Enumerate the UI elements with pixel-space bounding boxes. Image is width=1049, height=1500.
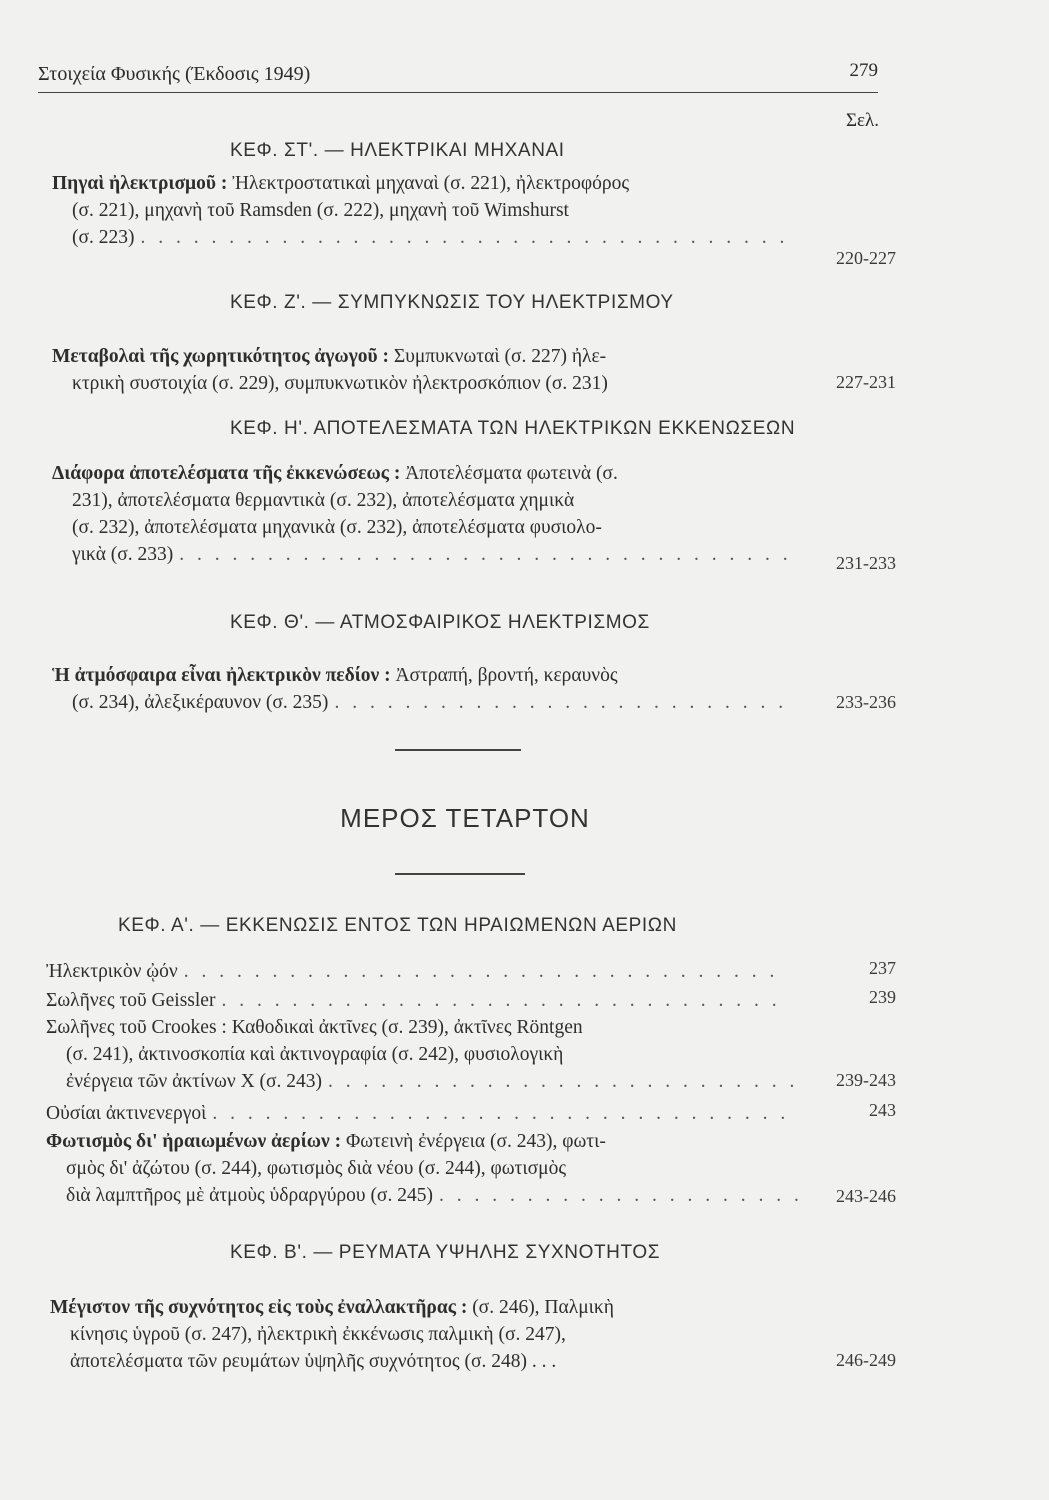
- leader-dots: [178, 958, 786, 985]
- chapter-heading: ΚΕΦ. Β'. — ΡΕΥΜΑΤΑ ΥΨΗΛΗΣ ΣΥΧΝΟΤΗΤΟΣ: [230, 1242, 661, 1263]
- page-range: 243-246: [836, 1186, 896, 1206]
- entry-text: γικὰ (σ. 233): [72, 544, 174, 565]
- entry-text: Οὐσίαι ἀκτινενεργοὶ: [46, 1103, 207, 1124]
- leader-dots: [322, 1068, 796, 1095]
- entry-text: (σ. 234), ἀλεξικέραυνον (σ. 235): [72, 692, 329, 713]
- page-range: 239: [869, 987, 896, 1007]
- entry-text: (σ. 223): [72, 227, 135, 248]
- entry-text: 231), ἀποτελέσματα θερμαντικὰ (σ. 232), ἀποτελέσματα χημικὰ: [72, 490, 575, 511]
- divider: [395, 873, 525, 875]
- toc-entry: [52, 343, 796, 397]
- entry-text: σμὸς δι' ἀζώτου (σ. 244), φωτισμὸς διὰ νέου (σ. 244), φωτισμὸς: [66, 1158, 567, 1179]
- entry-text: (σ. 246), Παλμικὴ: [472, 1297, 614, 1318]
- page-range: 246-249: [836, 1350, 896, 1370]
- page-range: 243: [869, 1100, 896, 1120]
- entry-text: (σ. 241), ἀκτινοσκοπία καὶ ἀκτινογραφία (σ. 242), φυσιολογικὴ: [66, 1044, 564, 1065]
- entry-text: Συμπυκνωταὶ (σ. 227) ἠλε-: [393, 346, 607, 367]
- toc-entry: [46, 958, 786, 985]
- entry-heading: Ἡ ἀτμόσφαιρα εἶναι ἠλεκτρικὸν πεδίον :: [52, 665, 391, 686]
- leader-dots: [433, 1182, 798, 1209]
- toc-entry: [52, 662, 796, 716]
- entry-heading: Μέγιστον τῆς συχνότητος εἰς τοὺς ἐναλλακτῆρας :: [50, 1297, 468, 1318]
- toc-entry: [46, 1128, 798, 1209]
- entry-text: Σωλῆνες τοῦ Geissler: [46, 990, 216, 1011]
- toc-entry: [46, 1100, 786, 1127]
- chapter-heading: ΚΕΦ. Η'. ΑΠΟΤΕΛΕΣΜΑΤΑ ΤΩΝ ΗΛΕΚΤΡΙΚΩΝ ΕΚΚΕΝΩΣΕΩΝ: [230, 418, 796, 439]
- page-range: 231-233: [836, 553, 896, 573]
- leader-dots: [206, 1100, 786, 1127]
- entry-text: Φωτεινὴ ἐνέργεια (σ. 243), φωτι-: [345, 1131, 606, 1152]
- toc-entry: [52, 170, 796, 251]
- entry-text: ἀποτελέσματα τῶν ρευμάτων ὑψηλῆς συχνότητος (σ. 248) . . .: [70, 1351, 557, 1372]
- leader-dots: [328, 689, 796, 716]
- page-range: 227-231: [836, 372, 896, 392]
- page-range: 233-236: [836, 692, 896, 712]
- running-header: [38, 58, 878, 93]
- chapter-heading: ΚΕΦ. ΣΤ'. — ΗΛΕΚΤΡΙΚΑΙ ΜΗΧΑΝΑΙ: [230, 140, 565, 161]
- leader-dots: [135, 224, 797, 251]
- toc-entry: [50, 1294, 810, 1375]
- entry-text: (σ. 232), ἀποτελέσματα μηχανικὰ (σ. 232), ἀποτελέσματα φυσιολο-: [72, 517, 602, 538]
- entry-text: Ἠλεκτροστατικαὶ μηχαναὶ (σ. 221), ἠλεκτροφόρος: [232, 173, 630, 194]
- leader-dots: [215, 987, 786, 1014]
- book-title: Στοιχεία Φυσικής (Έκδοσις 1949): [38, 63, 311, 85]
- entry-text: Ἠλεκτρικὸν ᾠόν: [46, 961, 178, 982]
- page-number: 279: [849, 60, 878, 81]
- entry-text: Ἀστραπή, βροντή, κεραυνὸς: [395, 665, 618, 686]
- entry-text: Σωλῆνες τοῦ Crookes : Καθοδικαὶ ἀκτῖνες (σ. 239), ἀκτῖνες Röntgen: [46, 1017, 583, 1038]
- entry-text: Ἀποτελέσματα φωτεινὰ (σ.: [405, 463, 618, 484]
- entry-text: ἐνέργεια τῶν ἀκτίνων Χ (σ. 243): [66, 1071, 323, 1092]
- page-column-label: Σελ.: [846, 110, 879, 131]
- entry-text: (σ. 221), μηχανὴ τοῦ Ramsden (σ. 222), μηχανὴ τοῦ Wimshurst: [72, 200, 569, 221]
- toc-entry: [52, 460, 796, 568]
- entry-heading: Μεταβολαὶ τῆς χωρητικότητος ἀγωγοῦ :: [52, 346, 389, 367]
- leader-dots: [173, 541, 796, 568]
- chapter-heading: ΚΕΦ. Ζ'. — ΣΥΜΠΥΚΝΩΣΙΣ ΤΟΥ ΗΛΕΚΤΡΙΣΜΟΥ: [230, 292, 674, 313]
- page-range: 239-243: [836, 1070, 896, 1090]
- chapter-heading: ΚΕΦ. Θ'. — ΑΤΜΟΣΦΑΙΡΙΚΟΣ ΗΛΕΚΤΡΙΣΜΟΣ: [230, 612, 650, 633]
- chapter-heading: ΚΕΦ. Α'. — ΕΚΚΕΝΩΣΙΣ ΕΝΤΟΣ ΤΩΝ ΗΡΑΙΩΜΕΝΩΝ ΑΕΡΙΩΝ: [118, 915, 677, 936]
- toc-entry: [46, 1014, 796, 1095]
- entry-text: κτρικὴ συστοιχία (σ. 229), συμπυκνωτικὸν ἠλεκτροσκόπιον (σ. 231): [72, 373, 608, 394]
- entry-text: κίνησις ὑγροῦ (σ. 247), ἠλεκτρικὴ ἐκκένωσις παλμικὴ (σ. 247),: [70, 1324, 566, 1345]
- entry-heading: Φωτισμὸς δι' ἠραιωμένων ἀερίων :: [46, 1131, 342, 1152]
- entry-heading: Πηγαὶ ἠλεκτρισμοῦ :: [52, 173, 228, 194]
- divider: [395, 749, 521, 751]
- page-range: 220-227: [836, 248, 896, 268]
- entry-heading: Διάφορα ἀποτελέσματα τῆς ἐκκενώσεως :: [52, 463, 401, 484]
- entry-text: διὰ λαμπτῆρος μὲ ἀτμοὺς ὑδραργύρου (σ. 245): [66, 1185, 433, 1206]
- toc-entry: [46, 987, 786, 1014]
- part-title: ΜΕΡΟΣ ΤΕΤΑΡΤΟΝ: [340, 803, 590, 833]
- page-range: 237: [869, 958, 896, 978]
